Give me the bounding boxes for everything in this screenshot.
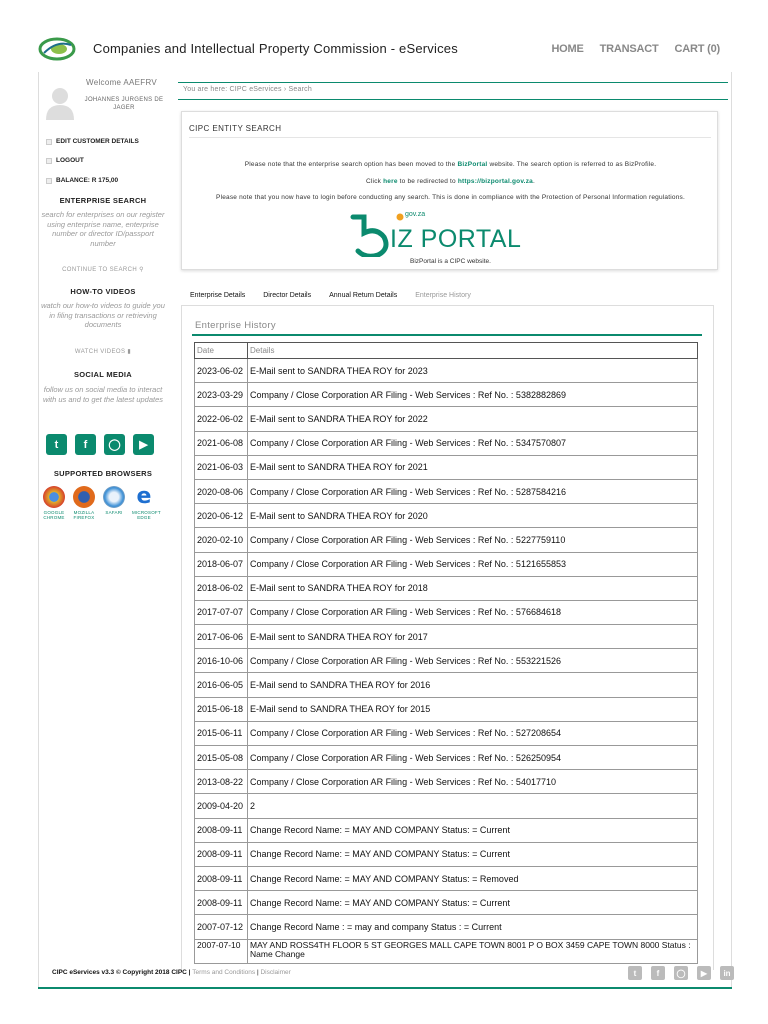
bizportal-notice xyxy=(182,161,719,168)
table-row xyxy=(195,431,698,455)
history-details-cell: E-Mail sent to SANDRA THEA ROY for 2018 xyxy=(248,576,698,600)
login-notice: Please note that you now have to login before conducting any search. This is done in compliance with the Protection of Personal Information regulations. xyxy=(216,194,685,201)
top-nav xyxy=(551,43,720,55)
history-details-cell: E-Mail sent to SANDRA THEA ROY for 2022 xyxy=(248,407,698,431)
history-date-cell: 2007-07-12 xyxy=(195,915,248,939)
video-camera-icon: ▮ xyxy=(127,349,132,355)
logout-label: LOGOUT xyxy=(56,157,84,164)
table-row xyxy=(195,866,698,890)
history-details-cell: Company / Close Corporation AR Filing - Web Services : Ref No. : 5287584216 xyxy=(248,479,698,503)
history-details-cell: Company / Close Corporation AR Filing - Web Services : Ref No. : 526250954 xyxy=(248,746,698,770)
redirect-text-mid: to be redirected to xyxy=(397,178,458,185)
history-details-cell: Change Record Name: = MAY AND COMPANY Status: = Current xyxy=(248,818,698,842)
history-date-cell: 2023-03-29 xyxy=(195,383,248,407)
facebook-icon[interactable]: f xyxy=(75,434,96,455)
history-date-cell: 2008-09-11 xyxy=(195,866,248,890)
wallet-icon xyxy=(46,178,52,184)
history-details-cell: Company / Close Corporation AR Filing - Web Services : Ref No. : 5121655853 xyxy=(248,552,698,576)
notice-text: Please note that the enterprise search option has been moved to the xyxy=(244,161,458,168)
table-row xyxy=(195,721,698,745)
table-row xyxy=(195,600,698,624)
redirect-text: Click xyxy=(366,178,384,185)
edit-customer-details-label: EDIT CUSTOMER DETAILS xyxy=(56,138,139,145)
enterprise-tabs xyxy=(190,292,471,299)
history-details-cell: MAY AND ROSS4TH FLOOR 5 ST GEORGES MALL CAPE TOWN 8001 P O BOX 3459 CAPE TOWN 8000 Status : Name Change xyxy=(248,939,698,963)
search-box-title: CIPC ENTITY SEARCH xyxy=(189,124,282,133)
divider xyxy=(189,137,711,138)
history-date-cell: 2022-06-02 xyxy=(195,407,248,431)
bizportal-logo[interactable] xyxy=(350,211,550,257)
history-details-cell: Change Record Name: = MAY AND COMPANY Status: = Removed xyxy=(248,866,698,890)
table-row xyxy=(195,625,698,649)
cipc-entity-search-box xyxy=(181,111,718,270)
history-details-cell: Change Record Name: = MAY AND COMPANY Status: = Current xyxy=(248,842,698,866)
history-details-cell: E-Mail sent to SANDRA THEA ROY for 2021 xyxy=(248,455,698,479)
history-details-cell: E-Mail send to SANDRA THEA ROY for 2016 xyxy=(248,673,698,697)
enterprise-search-title: ENTERPRISE SEARCH xyxy=(59,196,147,205)
history-date-cell: 2018-06-02 xyxy=(195,576,248,600)
table-row xyxy=(195,455,698,479)
history-details-cell: E-Mail send to SANDRA THEA ROY for 2015 xyxy=(248,697,698,721)
history-date-cell: 2015-06-11 xyxy=(195,721,248,745)
chrome-label: GOOGLE CHROME xyxy=(43,510,65,520)
continue-to-search-label: CONTINUE TO SEARCH xyxy=(62,267,138,273)
bizportal-link[interactable]: BizPortal xyxy=(457,161,488,168)
nav-cart[interactable]: CART (0) xyxy=(674,43,720,55)
table-row xyxy=(195,770,698,794)
safari-label: SAFARI xyxy=(105,510,123,515)
firefox-icon xyxy=(73,486,95,508)
search-icon: ⚲ xyxy=(139,267,144,273)
logout-icon xyxy=(46,158,52,164)
history-date-cell: 2013-08-22 xyxy=(195,770,248,794)
header xyxy=(0,0,768,72)
balance-label: BALANCE: R 175,00 xyxy=(56,177,119,184)
browser-list xyxy=(42,484,161,520)
watch-videos-link[interactable] xyxy=(38,348,168,355)
history-date-cell: 2023-06-02 xyxy=(195,359,248,383)
table-row xyxy=(195,552,698,576)
balance-link[interactable] xyxy=(46,177,118,184)
disclaimer-link[interactable]: Disclaimer xyxy=(260,969,291,976)
bizportal-caption: BizPortal is a CIPC website. xyxy=(410,258,491,265)
history-details-cell: E-Mail sent to SANDRA THEA ROY for 2017 xyxy=(248,625,698,649)
history-details-cell: Change Record Name: = MAY AND COMPANY Status: = Current xyxy=(248,891,698,915)
history-date-cell: 2015-05-08 xyxy=(195,746,248,770)
terms-link[interactable]: Terms and Conditions xyxy=(192,969,256,976)
history-table xyxy=(194,342,698,964)
history-title-underline xyxy=(192,334,702,336)
history-details-cell: E-Mail sent to SANDRA THEA ROY for 2023 xyxy=(248,359,698,383)
table-row xyxy=(195,504,698,528)
continue-to-search-link[interactable] xyxy=(38,266,168,273)
history-details-cell: Company / Close Corporation AR Filing - Web Services : Ref No. : 527208654 xyxy=(248,721,698,745)
history-date-cell: 2015-06-18 xyxy=(195,697,248,721)
gov-za-label: gov.za xyxy=(405,211,426,218)
copyright-text: CIPC eServices v3.3 © Copyright 2018 CIPC | xyxy=(52,969,193,976)
cipc-logo-icon[interactable] xyxy=(38,36,76,62)
history-date-cell: 2008-09-11 xyxy=(195,818,248,842)
table-row xyxy=(195,528,698,552)
footer-social-icons xyxy=(628,966,734,980)
linkedin-icon[interactable]: in xyxy=(720,966,734,980)
redirect-notice xyxy=(182,178,719,185)
instagram-icon[interactable]: ◯ xyxy=(104,434,125,455)
nav-transact[interactable]: TRANSACT xyxy=(599,43,659,55)
history-details-cell: 2 xyxy=(248,794,698,818)
history-date-cell: 2008-09-11 xyxy=(195,842,248,866)
edge-label: MICROSOFT EDGE xyxy=(132,510,161,520)
firefox-label: MOZILLA FIREFOX xyxy=(73,510,95,520)
table-row xyxy=(195,649,698,673)
sidebar xyxy=(38,72,168,972)
redirect-text-end: . xyxy=(532,178,535,185)
notice-text-end: website. The search option is referred to as BizProfile. xyxy=(487,161,657,168)
table-row xyxy=(195,915,698,939)
history-details-cell: E-Mail sent to SANDRA THEA ROY for 2020 xyxy=(248,504,698,528)
tab-director-details[interactable]: Director Details xyxy=(263,292,312,299)
youtube-icon[interactable]: ▶ xyxy=(697,966,711,980)
twitter-icon[interactable]: t xyxy=(46,434,67,455)
edge-browser[interactable] xyxy=(132,484,161,520)
site-title: Companies and Intellectual Property Commission - eServices xyxy=(93,41,458,56)
chrome-icon xyxy=(43,486,65,508)
history-date-cell: 2020-08-06 xyxy=(195,479,248,503)
history-details-cell: Company / Close Corporation AR Filing - Web Services : Ref No. : 5382882869 xyxy=(248,383,698,407)
history-details-cell: Company / Close Corporation AR Filing - Web Services : Ref No. : 54017710 xyxy=(248,770,698,794)
edit-customer-details-link[interactable] xyxy=(46,138,139,145)
history-date-cell: 2020-06-12 xyxy=(195,504,248,528)
history-details-cell: Company / Close Corporation AR Filing - Web Services : Ref No. : 5227759110 xyxy=(248,528,698,552)
date-column-header: Date xyxy=(195,343,248,359)
table-row xyxy=(195,842,698,866)
history-date-cell: 2017-06-06 xyxy=(195,625,248,649)
firefox-browser[interactable] xyxy=(72,486,96,520)
table-row xyxy=(195,576,698,600)
username: JOHANNES JURGENS DE JAGER xyxy=(84,97,164,111)
enterprise-search-text: search for enterprises on our register using enterprise name, enterprise number or director ID/passport number xyxy=(41,210,165,248)
social-media-title: SOCIAL MEDIA xyxy=(73,370,133,379)
table-row xyxy=(195,697,698,721)
history-date-cell: 2017-07-07 xyxy=(195,600,248,624)
watch-videos-label: WATCH VIDEOS xyxy=(74,349,126,355)
avatar-icon xyxy=(44,86,76,120)
bizportal-url-link[interactable]: https://bizportal.gov.za xyxy=(457,178,533,185)
youtube-icon[interactable]: ▶ xyxy=(133,434,154,455)
bizportal-wordmark: IZ PORTAL xyxy=(390,225,522,253)
edge-icon: e xyxy=(133,486,155,508)
footer-separator: | xyxy=(255,969,261,976)
history-table-body xyxy=(195,359,698,964)
facebook-icon[interactable]: f xyxy=(651,966,665,980)
history-date-cell: 2021-06-03 xyxy=(195,455,248,479)
history-date-cell: 2007-07-10 xyxy=(195,939,248,963)
table-row xyxy=(195,746,698,770)
social-media-text: follow us on social media to interact with us and to get the latest updates xyxy=(42,385,164,404)
edit-icon xyxy=(46,139,52,145)
history-date-cell: 2021-06-08 xyxy=(195,431,248,455)
tab-enterprise-details[interactable]: Enterprise Details xyxy=(190,292,246,299)
social-icons xyxy=(46,434,154,455)
welcome-text: Welcome AAEFRV xyxy=(86,78,158,87)
footer xyxy=(52,969,291,976)
howto-videos-title: HOW-TO VIDEOS xyxy=(70,287,136,296)
table-row xyxy=(195,794,698,818)
history-date-cell: 2016-06-05 xyxy=(195,673,248,697)
table-row xyxy=(195,407,698,431)
table-header-row xyxy=(195,343,698,359)
table-row xyxy=(195,891,698,915)
history-details-cell: Company / Close Corporation AR Filing - Web Services : Ref No. : 553221526 xyxy=(248,649,698,673)
history-date-cell: 2016-10-06 xyxy=(195,649,248,673)
history-date-cell: 2009-04-20 xyxy=(195,794,248,818)
table-row xyxy=(195,359,698,383)
breadcrumb[interactable]: You are here: CIPC eServices › Search xyxy=(183,86,312,93)
twitter-icon[interactable]: t xyxy=(628,966,642,980)
here-link[interactable]: here xyxy=(383,178,398,185)
history-details-cell: Change Record Name : = may and company Status : = Current xyxy=(248,915,698,939)
nav-home[interactable]: HOME xyxy=(551,43,584,55)
history-date-cell: 2020-02-10 xyxy=(195,528,248,552)
footer-divider xyxy=(38,987,732,989)
chrome-browser[interactable] xyxy=(42,486,66,520)
breadcrumb-bar xyxy=(178,82,728,100)
supported-browsers-title: SUPPORTED BROWSERS xyxy=(53,469,153,478)
history-date-cell: 2018-06-07 xyxy=(195,552,248,576)
history-date-cell: 2008-09-11 xyxy=(195,891,248,915)
table-row xyxy=(195,383,698,407)
safari-icon xyxy=(103,486,125,508)
safari-browser[interactable] xyxy=(102,486,126,520)
howto-videos-text: watch our how-to videos to guide you in filing transactions or retrieving documents xyxy=(41,301,165,329)
history-details-cell: Company / Close Corporation AR Filing - Web Services : Ref No. : 576684618 xyxy=(248,600,698,624)
tab-annual-return-details[interactable]: Annual Return Details xyxy=(329,292,398,299)
history-title: Enterprise History xyxy=(195,320,276,331)
instagram-icon[interactable]: ◯ xyxy=(674,966,688,980)
tab-enterprise-history[interactable]: Enterprise History xyxy=(415,292,471,299)
table-row xyxy=(195,673,698,697)
logout-link[interactable] xyxy=(46,157,84,164)
table-row xyxy=(195,939,698,963)
details-column-header: Details xyxy=(248,343,698,359)
history-details-cell: Company / Close Corporation AR Filing - Web Services : Ref No. : 5347570807 xyxy=(248,431,698,455)
table-row xyxy=(195,479,698,503)
table-row xyxy=(195,818,698,842)
